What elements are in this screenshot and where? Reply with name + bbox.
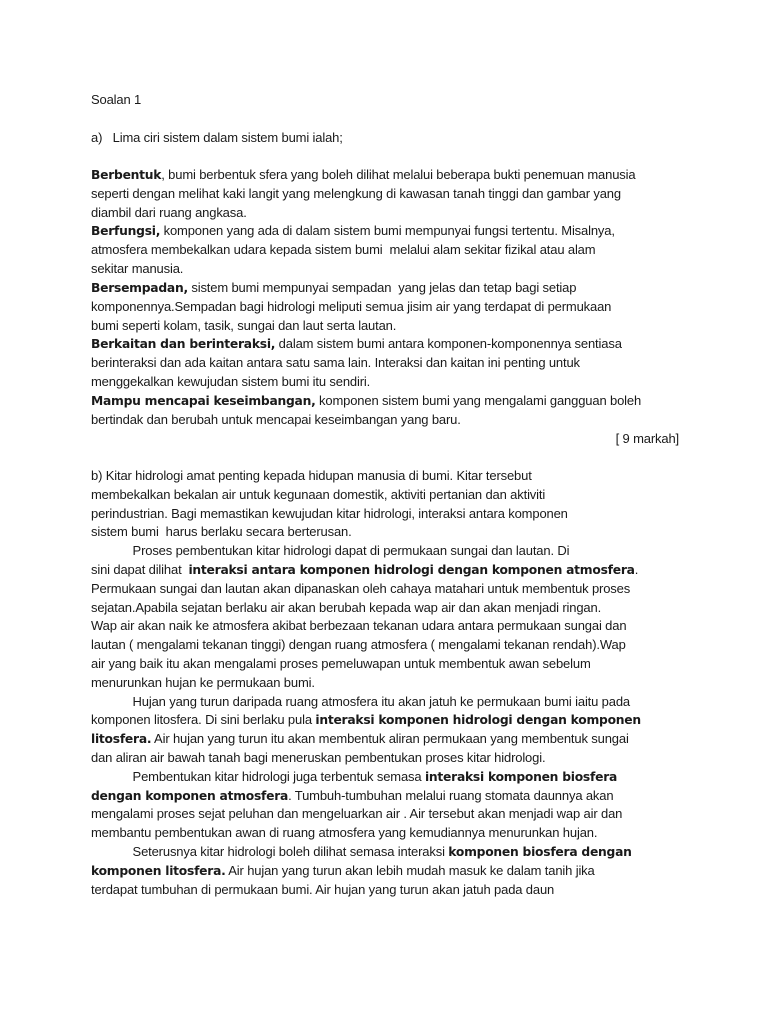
part-b-p3-line-4: dan aliran air bawah tanah bagi meneruskan pembentukan proses kitar hidrologi.	[91, 750, 546, 765]
highlight-phrase: interaksi komponen biosfera	[424, 770, 618, 784]
part-b-p5-line-3: terdapat tumbuhan di permukaan bumi. Air hujan yang turun akan jatuh pada daun	[91, 882, 555, 897]
item-term: Bersempadan,	[91, 281, 188, 295]
highlight-phrase: komponen litosfera.	[91, 864, 226, 878]
part-b-p4-line-1: Pembentukan kitar hidrologi juga terbentuk semasa interaksi komponen biosfera	[91, 769, 618, 784]
question-title: Soalan 1	[91, 92, 142, 107]
item-term: Berkaitan dan berinteraksi,	[91, 337, 276, 351]
part-b-p2-line-7: air yang baik itu akan mengalami proses pemeluwapan untuk membentuk awan sebelum	[91, 656, 591, 671]
part-b-p2-line-8: menurunkan hujan ke permukaan bumi.	[91, 675, 315, 690]
part-b-p1-line-4: sistem bumi harus berlaku secara berterusan.	[91, 524, 352, 539]
part-b-p5-line-2: komponen litosfera. Air hujan yang turun akan lebih mudah masuk ke dalam tanih jika	[91, 863, 595, 878]
highlight-phrase: interaksi antara komponen hidrologi dengan komponen atmosfera	[188, 563, 635, 577]
part-b-p3-line-2: komponen litosfera. Di sini berlaku pula interaksi komponen hidrologi dengan komponen	[91, 712, 641, 727]
part-a-item-1-line-2: seperti dengan melihat kaki langit yang melengkung di kawasan tanah tinggi dan gambar yang	[91, 186, 621, 201]
part-b-p5-line-1: Seterusnya kitar hidrologi boleh dilihat semasa interaksi komponen biosfera dengan	[91, 844, 632, 859]
part-a-item-4-line-1: Berkaitan dan berinteraksi, dalam sistem bumi antara komponen-komponennya sentiasa	[91, 336, 622, 351]
part-a-item-2-line-1: Berfungsi, komponen yang ada di dalam sistem bumi mempunyai fungsi tertentu. Misalnya,	[91, 223, 615, 238]
part-b-p2-line-2: sini dapat dilihat interaksi antara komponen hidrologi dengan komponen atmosfera.	[91, 562, 639, 577]
part-a-item-4-line-3: menggekalkan kewujudan sistem bumi itu sendiri.	[91, 374, 371, 389]
item-term: Mampu mencapai keseimbangan,	[91, 394, 316, 408]
part-a-item-3-line-1: Bersempadan, sistem bumi mempunyai sempadan yang jelas dan tetap bagi setiap	[91, 280, 577, 295]
part-a-item-1-line-1: Berbentuk, bumi berbentuk sfera yang boleh dilihat melalui beberapa bukti penemuan manusia	[91, 167, 636, 182]
part-b-p1-line-3: perindustrian. Bagi memastikan kewujudan kitar hidrologi, interaksi antara komponen	[91, 506, 568, 521]
part-b-p2-line-5: Wap air akan naik ke atmosfera akibat berbezaan tekanan udara antara permukaan sungai dan	[91, 618, 627, 633]
part-b-p4-line-4: membantu pembentukan awan di ruang atmosfera yang kemudiannya menurunkan hujan.	[91, 825, 598, 840]
part-a-item-3-line-2: komponennya.Sempadan bagi hidrologi meliputi semua jisim air yang terdapat di permukaan	[91, 299, 612, 314]
part-a-item-5-line-1: Mampu mencapai keseimbangan, komponen sistem bumi yang mengalami gangguan boleh	[91, 393, 642, 408]
part-a-item-4-line-2: berinteraksi dan ada kaitan antara satu sama lain. Interaksi dan kaitan ini penting untuk	[91, 355, 580, 370]
part-a-item-2-line-2: atmosfera membekalkan udara kepada sistem bumi melalui alam sekitar fizikal atau alam	[91, 242, 596, 257]
highlight-phrase: komponen biosfera dengan	[448, 845, 632, 859]
part-b-p2-line-6: lautan ( mengalami tekanan tinggi) dengan ruang atmosfera ( mengalami tekanan rendah).Wap	[91, 637, 626, 652]
part-a-item-5-line-2: bertindak dan berubah untuk mencapai keseimbangan yang baru.	[91, 412, 461, 427]
marks-label: [ 9 markah]	[615, 431, 679, 446]
part-b-p2-line-3: Permukaan sungai dan lautan akan dipanaskan oleh cahaya matahari untuk membentuk proses	[91, 581, 631, 596]
part-a-item-1-line-3: diambil dari ruang angkasa.	[91, 205, 247, 220]
part-b-p4-line-2: dengan komponen atmosfera. Tumbuh-tumbuhan melalui ruang stomata daunnya akan	[91, 788, 614, 803]
part-a-item-3-line-3: bumi seperti kolam, tasik, sungai dan laut serta lautan.	[91, 318, 397, 333]
part-b-p3-line-3: litosfera. Air hujan yang turun itu akan membentuk aliran permukaan yang membentuk sungai	[91, 731, 629, 746]
highlight-phrase: interaksi komponen hidrologi dengan komponen	[315, 713, 641, 727]
highlight-phrase: dengan komponen atmosfera	[91, 789, 289, 803]
part-b-p2-line-4: sejatan.Apabila sejatan berlaku air akan berubah kepada wap air dan akan menjadi ringan.	[91, 600, 602, 615]
part-b-p1-line-2: membekalkan bekalan air untuk kegunaan domestik, aktiviti pertanian dan aktiviti	[91, 487, 546, 502]
part-b-p4-line-3: mengalami proses sejat peluhan dan mengeluarkan air . Air tersebut akan menjadi wap air dan	[91, 806, 623, 821]
part-a-item-2-line-3: sekitar manusia.	[91, 261, 184, 276]
item-term: Berfungsi,	[91, 224, 161, 238]
highlight-phrase: litosfera.	[91, 732, 152, 746]
part-a-heading: a) Lima ciri sistem dalam sistem bumi ialah;	[91, 130, 343, 145]
part-b-p3-line-1: Hujan yang turun daripada ruang atmosfera itu akan jatuh ke permukaan bumi iaitu pada	[91, 694, 631, 709]
item-term: Berbentuk	[91, 168, 162, 182]
part-b-p2-line-1: Proses pembentukan kitar hidrologi dapat di permukaan sungai dan lautan. Di	[91, 543, 570, 558]
part-b-p1-line-1: b) Kitar hidrologi amat penting kepada hidupan manusia di bumi. Kitar tersebut	[91, 468, 532, 483]
